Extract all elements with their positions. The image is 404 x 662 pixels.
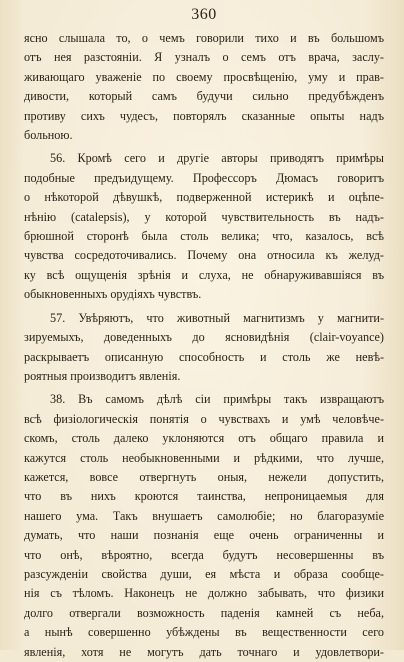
text-line: кажется, вовсе отвергнуть оныя, нежели допустить, xyxy=(24,469,384,484)
text-line: отъ нея разстоянiи. Я узналъ о семъ отъ врача, заслу- xyxy=(24,50,384,65)
text-line: дивости, который самъ будучи сильно предубѣжденъ xyxy=(24,89,384,104)
text-line: противу сихъ чудесъ, повторялъ сказанные опыты надъ xyxy=(24,108,384,123)
text-line: 57. Увѣряютъ, что животный магнитизмъ у магнити- xyxy=(50,310,384,325)
text-line: ку всѣ ощущенiя зрѣнiя и слуха, не обнаруживавшiяся въ xyxy=(24,267,384,282)
text-line: а нынѣ совершенно убѣждены въ вещественности сего xyxy=(24,625,384,640)
text-line: зируемыхъ, доведенныхъ до ясновидѣнiя (clair-voyance) xyxy=(24,330,384,345)
paragraph-57 xyxy=(24,309,384,387)
text-line: долго отвергали возможность паденiя камней съ неба, xyxy=(24,605,384,620)
paragraph-38 xyxy=(24,390,384,662)
text-line: нiя съ тѣломъ. Наконецъ не должно забывать, что физики xyxy=(24,586,384,601)
text-line: подобные предъидущему. Профессоръ Дюмасъ говоритъ xyxy=(24,170,384,185)
page-number: 360 xyxy=(191,6,217,23)
text-line: нашего ума. Такъ внушаетъ самолюбiе; но благоразумiе xyxy=(24,508,384,523)
text-line: ясно слышала то, о чемъ говорили тихо и въ большомъ xyxy=(24,31,384,45)
text-line: что онѣ, вѣроятно, всегда будутъ несовершенны въ xyxy=(24,547,384,562)
text-line: брюшной сторонѣ была столь велика; что, казалось, всѣ xyxy=(24,229,384,244)
page-body xyxy=(24,29,384,662)
text-line: явленiя, хотя не могутъ дать точнаго и удовлетвори- xyxy=(24,644,384,659)
paragraph-continuation xyxy=(24,29,384,145)
text-line: роятныя производитъ явленiя. xyxy=(24,368,181,383)
text-line: всѣ физiологическiя понятiя о чувствахъ и умѣ человѣче- xyxy=(24,411,384,426)
text-line: кажутся столь необыкновенными и рѣдкими, что лучше, xyxy=(24,450,384,465)
text-line: думать, что наши познанiя еще очень ограниченны и xyxy=(24,528,384,543)
text-line: 38. Въ самомъ дѣлѣ сiи примѣры такъ извращаютъ xyxy=(50,392,384,407)
text-line: скомъ, столь далеко уклоняются отъ общаго правила и xyxy=(24,431,384,446)
text-line: о нѣкоторой дѣвушкѣ, подверженной истерикѣ и оцѣпе- xyxy=(24,190,384,205)
paragraph-56 xyxy=(24,149,384,304)
text-line: разсужденiи свойства души, ея мѣста и образа сообще- xyxy=(24,566,384,581)
text-line: живающаго уваженiе по своему просвѣщенiю, уму и прав- xyxy=(24,69,384,84)
text-line: раскрываетъ описанную способность и столь же невѣ- xyxy=(24,349,384,364)
text-line: что въ нихъ кроются таинства, непроницаемыя для xyxy=(24,489,384,504)
text-line: 56. Кромѣ сего и другiе авторы приводятъ примѣры xyxy=(50,151,384,166)
text-line: нѣнiю (catalepsis), у которой чувствительность въ надъ- xyxy=(24,209,384,224)
text-line: чувства сосредоточивались. Почему она относила къ желуд- xyxy=(24,248,384,263)
text-line: обыкновенныхъ орудiяхъ чувствъ. xyxy=(24,287,202,302)
text-line: больною. xyxy=(24,128,73,143)
